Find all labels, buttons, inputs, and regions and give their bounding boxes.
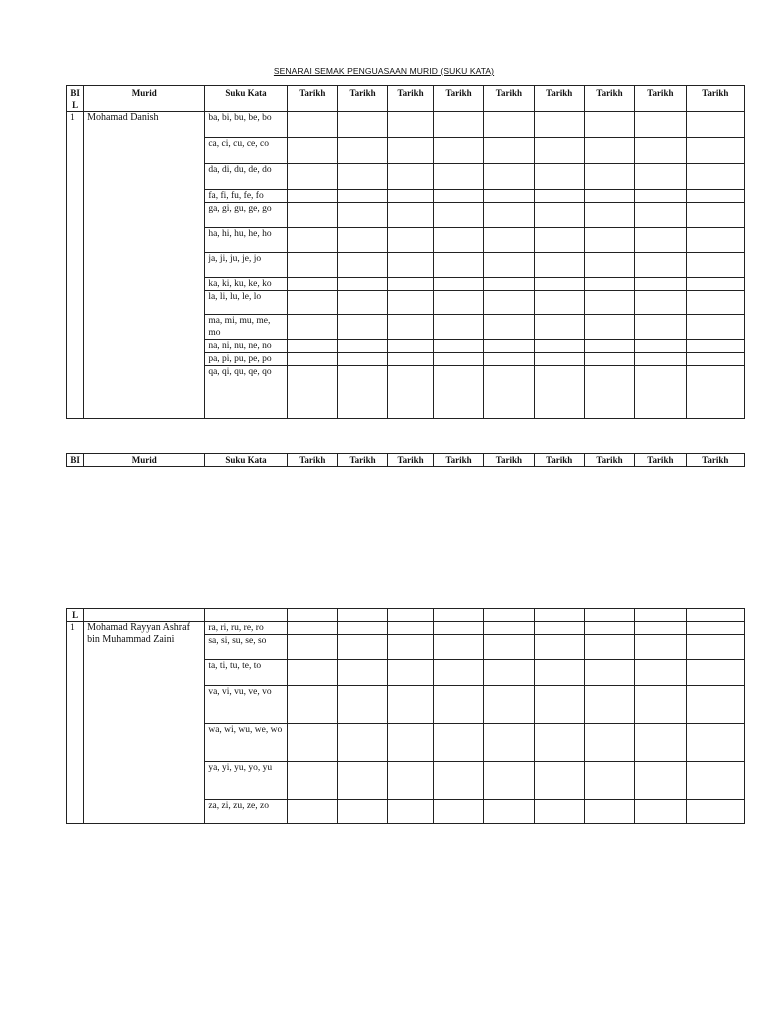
- tarikh-cell[interactable]: [584, 291, 634, 315]
- tarikh-cell[interactable]: [337, 138, 387, 164]
- tarikh-cell[interactable]: [584, 253, 634, 278]
- tarikh-cell[interactable]: [635, 138, 686, 164]
- tarikh-cell[interactable]: [686, 138, 744, 164]
- tarikh-cell[interactable]: [337, 724, 387, 762]
- tarikh-cell[interactable]: [388, 724, 434, 762]
- tarikh-cell[interactable]: [388, 228, 434, 253]
- tarikh-cell[interactable]: [388, 315, 434, 340]
- tarikh-header: Tarikh: [433, 86, 483, 112]
- tarikh-cell[interactable]: [433, 340, 483, 353]
- tarikh-cell[interactable]: [584, 353, 634, 366]
- suku-kata-cell: wa, wi, wu, we, wo: [205, 724, 287, 762]
- tarikh-cell[interactable]: [686, 315, 744, 340]
- table-header-row: [67, 609, 745, 622]
- tarikh-cell[interactable]: [433, 112, 483, 138]
- tarikh-cell[interactable]: [584, 724, 634, 762]
- tarikh-cell[interactable]: [433, 291, 483, 315]
- tarikh-cell[interactable]: [584, 635, 634, 660]
- tarikh-cell[interactable]: [337, 686, 387, 724]
- empty-header: [84, 609, 205, 622]
- suku-kata-cell: pa, pi, pu, pe, po: [205, 353, 287, 366]
- tarikh-cell[interactable]: [686, 164, 744, 190]
- tarikh-header: Tarikh: [484, 454, 534, 467]
- tarikh-cell[interactable]: [635, 660, 686, 686]
- suku-kata-cell: qa, qi, qu, qe, qo: [205, 366, 287, 419]
- tarikh-cell[interactable]: [337, 291, 387, 315]
- tarikh-cell[interactable]: [686, 253, 744, 278]
- tarikh-cell[interactable]: [635, 315, 686, 340]
- tarikh-cell[interactable]: [388, 164, 434, 190]
- tarikh-cell[interactable]: [584, 112, 634, 138]
- suku-kata-cell: la, li, lu, le, lo: [205, 291, 287, 315]
- tarikh-cell[interactable]: [484, 340, 534, 353]
- tarikh-cell[interactable]: [433, 622, 483, 635]
- suku-kata-cell: ra, ri, ru, re, ro: [205, 622, 287, 635]
- tarikh-cell[interactable]: [337, 190, 387, 203]
- tarikh-cell[interactable]: [433, 353, 483, 366]
- tarikh-header: Tarikh: [534, 86, 584, 112]
- tarikh-cell[interactable]: [287, 112, 337, 138]
- tarikh-cell[interactable]: [484, 660, 534, 686]
- suku-kata-cell: ja, ji, ju, je, jo: [205, 253, 287, 278]
- tarikh-cell[interactable]: [686, 112, 744, 138]
- tarikh-cell[interactable]: [635, 366, 686, 419]
- tarikh-cell[interactable]: [337, 164, 387, 190]
- checklist-table-2: [66, 453, 745, 467]
- tarikh-cell[interactable]: [635, 203, 686, 228]
- tarikh-cell[interactable]: [635, 190, 686, 203]
- suku-kata-header: Suku Kata: [205, 454, 287, 467]
- tarikh-cell[interactable]: [287, 353, 337, 366]
- tarikh-cell[interactable]: [388, 291, 434, 315]
- table-header-row: [67, 454, 745, 467]
- tarikh-cell[interactable]: [635, 340, 686, 353]
- tarikh-cell[interactable]: [534, 635, 584, 660]
- tarikh-header: Tarikh: [337, 86, 387, 112]
- bil-header: BI: [67, 454, 84, 467]
- tarikh-cell[interactable]: [534, 203, 584, 228]
- tarikh-cell[interactable]: [635, 278, 686, 291]
- tarikh-cell[interactable]: [287, 366, 337, 419]
- suku-kata-cell: ma, mi, mu, me, mo: [205, 315, 287, 340]
- tarikh-cell[interactable]: [534, 686, 584, 724]
- tarikh-cell[interactable]: [534, 253, 584, 278]
- tarikh-cell[interactable]: [388, 622, 434, 635]
- tarikh-cell[interactable]: [584, 190, 634, 203]
- suku-kata-cell: za, zi, zu, ze, zo: [205, 800, 287, 824]
- tarikh-cell[interactable]: [433, 660, 483, 686]
- tarikh-cell[interactable]: [337, 203, 387, 228]
- tarikh-cell[interactable]: [433, 635, 483, 660]
- tarikh-cell[interactable]: [584, 164, 634, 190]
- tarikh-cell[interactable]: [287, 138, 337, 164]
- tarikh-cell[interactable]: [287, 762, 337, 800]
- tarikh-header: Tarikh: [287, 454, 337, 467]
- tarikh-cell[interactable]: [388, 800, 434, 824]
- tarikh-header: Tarikh: [484, 86, 534, 112]
- tarikh-cell[interactable]: [433, 228, 483, 253]
- suku-kata-header: Suku Kata: [205, 86, 287, 112]
- tarikh-cell[interactable]: [287, 315, 337, 340]
- tarikh-cell[interactable]: [388, 686, 434, 724]
- tarikh-cell[interactable]: [287, 635, 337, 660]
- tarikh-cell[interactable]: [433, 686, 483, 724]
- tarikh-cell[interactable]: [584, 138, 634, 164]
- tarikh-cell[interactable]: [337, 660, 387, 686]
- tarikh-cell[interactable]: [534, 724, 584, 762]
- tarikh-header: Tarikh: [584, 454, 634, 467]
- tarikh-cell[interactable]: [287, 686, 337, 724]
- tarikh-cell[interactable]: [534, 112, 584, 138]
- tarikh-cell[interactable]: [287, 228, 337, 253]
- tarikh-header: Tarikh: [635, 454, 686, 467]
- tarikh-cell[interactable]: [534, 164, 584, 190]
- suku-kata-cell: ka, ki, ku, ke, ko: [205, 278, 287, 291]
- tarikh-cell[interactable]: [433, 253, 483, 278]
- checklist-table-1: [66, 85, 745, 419]
- tarikh-cell[interactable]: [337, 800, 387, 824]
- tarikh-cell[interactable]: [484, 164, 534, 190]
- tarikh-cell[interactable]: [337, 253, 387, 278]
- suku-kata-cell: va, vi, vu, ve, vo: [205, 686, 287, 724]
- empty-header: [584, 609, 634, 622]
- tarikh-cell[interactable]: [287, 340, 337, 353]
- table-row: [67, 622, 745, 635]
- tarikh-cell[interactable]: [686, 622, 744, 635]
- tarikh-cell[interactable]: [484, 203, 534, 228]
- tarikh-cell[interactable]: [484, 291, 534, 315]
- tarikh-cell[interactable]: [635, 112, 686, 138]
- empty-header: [484, 609, 534, 622]
- tarikh-cell[interactable]: [534, 291, 584, 315]
- tarikh-cell[interactable]: [534, 278, 584, 291]
- tarikh-cell[interactable]: [534, 340, 584, 353]
- tarikh-cell[interactable]: [534, 660, 584, 686]
- tarikh-header: Tarikh: [534, 454, 584, 467]
- tarikh-cell[interactable]: [337, 112, 387, 138]
- tarikh-cell[interactable]: [388, 190, 434, 203]
- tarikh-cell[interactable]: [433, 724, 483, 762]
- suku-kata-cell: ya, yi, yu, yo, yu: [205, 762, 287, 800]
- tarikh-cell[interactable]: [635, 622, 686, 635]
- tarikh-cell[interactable]: [337, 228, 387, 253]
- tarikh-header: Tarikh: [388, 454, 434, 467]
- tarikh-cell[interactable]: [433, 164, 483, 190]
- tarikh-cell[interactable]: [534, 315, 584, 340]
- tarikh-header: Tarikh: [686, 86, 744, 112]
- tarikh-cell[interactable]: [584, 800, 634, 824]
- tarikh-cell[interactable]: [534, 762, 584, 800]
- tarikh-cell[interactable]: [388, 138, 434, 164]
- tarikh-cell[interactable]: [433, 800, 483, 824]
- bil-header-tail: L: [67, 609, 84, 622]
- table-row: [67, 112, 745, 138]
- tarikh-cell[interactable]: [534, 366, 584, 419]
- tarikh-cell[interactable]: [337, 762, 387, 800]
- tarikh-cell[interactable]: [584, 366, 634, 419]
- tarikh-cell[interactable]: [337, 635, 387, 660]
- tarikh-cell[interactable]: [635, 291, 686, 315]
- tarikh-cell[interactable]: [635, 635, 686, 660]
- tarikh-cell[interactable]: [433, 366, 483, 419]
- suku-kata-cell: fa, fi, fu, fe, fo: [205, 190, 287, 203]
- tarikh-cell[interactable]: [686, 203, 744, 228]
- tarikh-cell[interactable]: [287, 724, 337, 762]
- tarikh-header: Tarikh: [388, 86, 434, 112]
- tarikh-cell[interactable]: [484, 762, 534, 800]
- tarikh-cell[interactable]: [287, 278, 337, 291]
- tarikh-cell[interactable]: [484, 353, 534, 366]
- tarikh-cell[interactable]: [287, 660, 337, 686]
- tarikh-cell[interactable]: [287, 190, 337, 203]
- tarikh-cell[interactable]: [433, 315, 483, 340]
- tarikh-cell[interactable]: [534, 622, 584, 635]
- empty-header: [287, 609, 337, 622]
- tarikh-cell[interactable]: [584, 228, 634, 253]
- suku-kata-cell: ta, ti, tu, te, to: [205, 660, 287, 686]
- tarikh-cell[interactable]: [287, 622, 337, 635]
- empty-header: [205, 609, 287, 622]
- tarikh-cell[interactable]: [534, 800, 584, 824]
- tarikh-cell[interactable]: [635, 164, 686, 190]
- tarikh-cell[interactable]: [388, 762, 434, 800]
- tarikh-cell[interactable]: [635, 253, 686, 278]
- bil-header: BI L: [67, 86, 84, 112]
- tarikh-cell[interactable]: [635, 724, 686, 762]
- tarikh-cell[interactable]: [337, 366, 387, 419]
- empty-header: [337, 609, 387, 622]
- tarikh-cell[interactable]: [635, 228, 686, 253]
- checklist-table-3: [66, 608, 745, 824]
- tarikh-cell[interactable]: [686, 190, 744, 203]
- tarikh-cell[interactable]: [584, 340, 634, 353]
- tarikh-cell[interactable]: [484, 315, 534, 340]
- empty-header: [388, 609, 434, 622]
- tarikh-cell[interactable]: [388, 203, 434, 228]
- tarikh-cell[interactable]: [686, 635, 744, 660]
- tarikh-cell[interactable]: [433, 762, 483, 800]
- tarikh-cell[interactable]: [484, 228, 534, 253]
- tarikh-cell[interactable]: [534, 353, 584, 366]
- suku-kata-cell: na, ni, nu, ne, no: [205, 340, 287, 353]
- tarikh-cell[interactable]: [686, 278, 744, 291]
- suku-kata-cell: da, di, du, de, do: [205, 164, 287, 190]
- tarikh-cell[interactable]: [584, 203, 634, 228]
- empty-header: [635, 609, 686, 622]
- tarikh-cell[interactable]: [686, 762, 744, 800]
- tarikh-cell[interactable]: [433, 138, 483, 164]
- tarikh-cell[interactable]: [484, 278, 534, 291]
- murid-header: Murid: [84, 454, 205, 467]
- tarikh-header: Tarikh: [635, 86, 686, 112]
- tarikh-cell[interactable]: [584, 660, 634, 686]
- tarikh-cell[interactable]: [287, 291, 337, 315]
- row-number: 1: [67, 112, 84, 419]
- tarikh-cell[interactable]: [388, 660, 434, 686]
- tarikh-header: Tarikh: [584, 86, 634, 112]
- tarikh-cell[interactable]: [686, 291, 744, 315]
- tarikh-cell[interactable]: [484, 138, 534, 164]
- tarikh-cell[interactable]: [484, 112, 534, 138]
- tarikh-cell[interactable]: [686, 228, 744, 253]
- tarikh-cell[interactable]: [388, 253, 434, 278]
- suku-kata-cell: ba, bi, bu, be, bo: [205, 112, 287, 138]
- tarikh-cell[interactable]: [686, 660, 744, 686]
- tarikh-cell[interactable]: [584, 622, 634, 635]
- tarikh-cell[interactable]: [388, 340, 434, 353]
- tarikh-cell[interactable]: [686, 340, 744, 353]
- murid-header: Murid: [84, 86, 205, 112]
- tarikh-cell[interactable]: [337, 315, 387, 340]
- tarikh-cell[interactable]: [635, 686, 686, 724]
- tarikh-cell[interactable]: [337, 353, 387, 366]
- tarikh-cell[interactable]: [484, 190, 534, 203]
- table-header-row: [67, 86, 745, 112]
- row-number: 1: [67, 622, 84, 824]
- tarikh-cell[interactable]: [388, 353, 434, 366]
- tarikh-cell[interactable]: [337, 622, 387, 635]
- tarikh-header: Tarikh: [287, 86, 337, 112]
- tarikh-cell[interactable]: [534, 138, 584, 164]
- student-name: Mohamad Rayyan Ashraf bin Muhammad Zaini: [84, 622, 205, 824]
- tarikh-cell[interactable]: [686, 800, 744, 824]
- tarikh-cell[interactable]: [287, 253, 337, 278]
- tarikh-cell[interactable]: [433, 278, 483, 291]
- student-name: Mohamad Danish: [84, 112, 205, 419]
- empty-header: [433, 609, 483, 622]
- empty-header: [534, 609, 584, 622]
- tarikh-header: Tarikh: [686, 454, 744, 467]
- tarikh-cell[interactable]: [534, 190, 584, 203]
- empty-header: [686, 609, 744, 622]
- tarikh-cell[interactable]: [484, 724, 534, 762]
- tarikh-cell[interactable]: [484, 622, 534, 635]
- tarikh-cell[interactable]: [484, 800, 534, 824]
- tarikh-cell[interactable]: [287, 203, 337, 228]
- tarikh-cell[interactable]: [337, 340, 387, 353]
- tarikh-cell[interactable]: [388, 112, 434, 138]
- tarikh-cell[interactable]: [388, 635, 434, 660]
- tarikh-cell[interactable]: [534, 228, 584, 253]
- tarikh-header: Tarikh: [433, 454, 483, 467]
- tarikh-cell[interactable]: [686, 724, 744, 762]
- tarikh-cell[interactable]: [484, 253, 534, 278]
- tarikh-cell[interactable]: [484, 635, 534, 660]
- tarikh-cell[interactable]: [287, 164, 337, 190]
- tarikh-cell[interactable]: [584, 762, 634, 800]
- tarikh-cell[interactable]: [635, 800, 686, 824]
- tarikh-cell[interactable]: [337, 278, 387, 291]
- tarikh-cell[interactable]: [635, 762, 686, 800]
- tarikh-cell[interactable]: [388, 278, 434, 291]
- suku-kata-cell: ga, gi, gu, ge, go: [205, 203, 287, 228]
- tarikh-cell[interactable]: [484, 686, 534, 724]
- tarikh-cell[interactable]: [433, 190, 483, 203]
- tarikh-cell[interactable]: [686, 686, 744, 724]
- suku-kata-cell: ha, hi, hu, he, ho: [205, 228, 287, 253]
- suku-kata-cell: ca, ci, cu, ce, co: [205, 138, 287, 164]
- tarikh-cell[interactable]: [433, 203, 483, 228]
- tarikh-cell[interactable]: [686, 366, 744, 419]
- suku-kata-cell: sa, si, su, se, so: [205, 635, 287, 660]
- tarikh-cell[interactable]: [635, 353, 686, 366]
- tarikh-cell[interactable]: [388, 366, 434, 419]
- tarikh-cell[interactable]: [584, 315, 634, 340]
- tarikh-cell[interactable]: [287, 800, 337, 824]
- page-title: SENARAI SEMAK PENGUASAAN MURID (SUKU KATA): [273, 66, 495, 76]
- tarikh-cell[interactable]: [484, 366, 534, 419]
- tarikh-cell[interactable]: [584, 686, 634, 724]
- tarikh-cell[interactable]: [686, 353, 744, 366]
- tarikh-cell[interactable]: [584, 278, 634, 291]
- tarikh-header: Tarikh: [337, 454, 387, 467]
